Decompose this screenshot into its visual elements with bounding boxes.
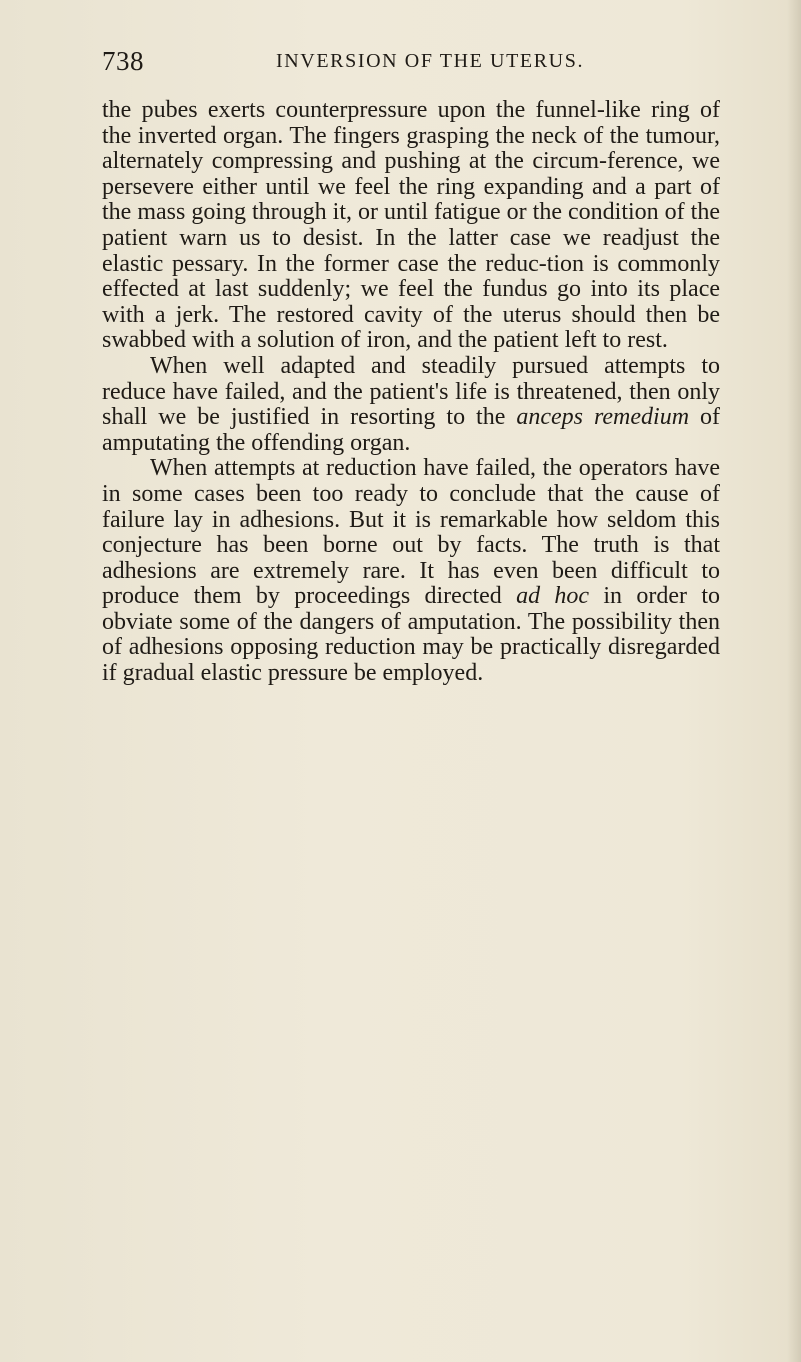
page-edge-shadow xyxy=(787,0,801,1362)
paragraph-2 xyxy=(102,354,720,456)
running-head xyxy=(102,46,722,78)
running-title: INVERSION OF THE UTERUS. xyxy=(276,50,585,72)
paragraph-2-text-a: When well adapted and steadily pursued attempts to reduce have failed, and the patient's life is threatened, then only shall we be justified in resorting to the xyxy=(102,352,720,431)
paragraph-3-italic: ad hoc xyxy=(516,583,590,610)
paragraph-3-text-b: in order to obviate some of the dangers of amputation. The possibility then of adhesions opposing reduction may be practically disregarded if gradual elastic pressure be employed. xyxy=(102,583,720,687)
paragraph-3 xyxy=(102,456,720,686)
paragraph-1-text: the pubes exerts counterpressure upon the funnel-like ring of the inverted organ. The fingers grasping the neck of the tumour, alternately compressing and pushing at the circum-ference, we persevere either until we feel the ring expanding and a part of the mass going through it, or until fatigue or the condition of the patient warn us to desist. In the latter case we readjust the elastic pessary. In the former case the reduc-tion is commonly effected at last suddenly; we feel the fundus go into its place with a jerk. The restored cavity of the uterus should then be swabbed with a solution of iron, and the patient left to rest. xyxy=(102,97,720,354)
paragraph-1 xyxy=(102,98,720,354)
paragraph-3-text-a: When attempts at reduction have failed, the operators have in some cases been too ready to conclude that the cause of failure lay in adhesions. But it is remarkable how seldom this conjecture has been borne out by facts. The truth is that adhesions are extremely rare. It has even been difficult to produce them by proceedings directed xyxy=(102,455,720,610)
paragraph-2-text-b: of amputating the offending organ. xyxy=(102,404,720,456)
body-text xyxy=(102,98,720,687)
paragraph-2-italic: anceps remedium xyxy=(516,404,690,431)
page-number: 738 xyxy=(102,46,144,76)
